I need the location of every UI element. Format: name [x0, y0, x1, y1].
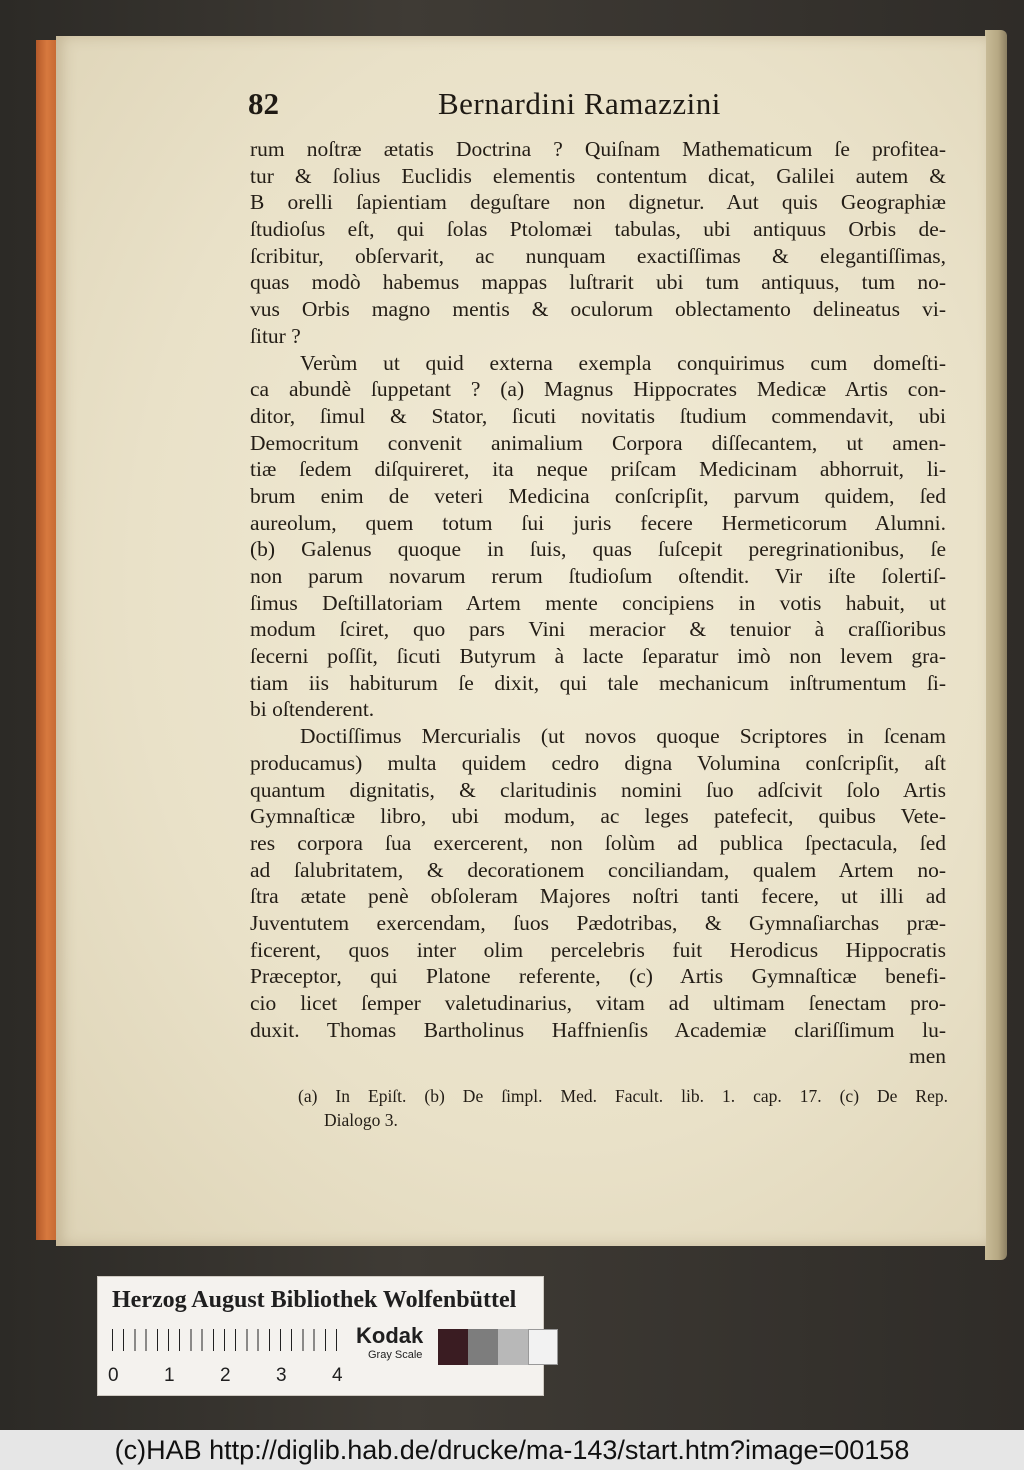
ruler-number: 4 — [332, 1365, 343, 1386]
text-line: tiam iis habiturum ſe dixit, qui tale mechanicum inſtrumentum ſi- — [250, 670, 946, 695]
gray-patch — [468, 1329, 498, 1365]
library-color-card — [97, 1276, 544, 1396]
kodak-logo: Kodak — [356, 1323, 424, 1348]
running-title: Bernardini Ramazzini — [438, 86, 721, 121]
body-text — [250, 136, 946, 1070]
text-line: ſecerni poſſit, ſicuti Butyrum à lacte ſeparatur imò non levem gra- — [250, 644, 946, 669]
text-line: quas modò habemus mappas luſtrarit ubi tum antiquus, tum no- — [250, 270, 946, 295]
text-line: ficerent, quos inter olim percelebris fuit Herodicus Hippocratis — [250, 937, 946, 962]
text-line: ca abundè ſuppetant ? (a) Magnus Hippocrates Medicæ Artis con- — [250, 377, 946, 402]
text-line: cio licet ſemper valetudinarius, vitam ad ultimam ſenectam pro- — [250, 991, 946, 1015]
footnote-line: (a) In Epiſt. (b) De ſimpl. Med. Facult. lib. 1. cap. 17. (c) De Rep. — [298, 1086, 948, 1106]
text-line: aureolum, quem totum ſui juris fecere Hermeticorum Alumni. — [250, 510, 946, 535]
text-line: modum ſciret, quo pars Vini meracior & tenuior à craſſioribus — [250, 617, 946, 642]
text-line: ſtra ætate penè obſoleram Majores noſtri tanti fecere, ut illi ad — [250, 884, 946, 909]
text-line: tur & ſolius Euclidis elementis contentum dicat, Galilei autem & — [250, 163, 946, 188]
text-line: Doctiſſimus Mercurialis (ut novos quoque Scriptores in ſcenam — [300, 724, 946, 749]
book-edge — [36, 40, 58, 1240]
text-line: ditor, ſimul & Stator, ſicuti novitatis ſtudium commendavit, ubi — [250, 403, 946, 428]
text-line: Gymnaſticæ libro, ubi modum, ac leges patefecit, quibus Vete- — [250, 804, 946, 829]
text-line: brum enim de veteri Medicina conſcripſit, parvum quidem, ſed — [250, 483, 946, 508]
text-line: res corpora ſua exercerent, non ſolùm ad publica ſpectacula, ſed — [250, 830, 946, 855]
ruler-number: 2 — [220, 1365, 231, 1386]
text-line: non parum novarum rerum ſtudioſum oſtendit. Vir iſte ſolertiſ- — [250, 564, 946, 588]
text-line: ſcribitur, obſervarit, ac nunquam exactiſſimas & elegantiſſimas, — [250, 243, 946, 268]
text-line: duxit. Thomas Bartholinus Haffnienſis Academiæ clariſſimum lu- — [250, 1017, 946, 1042]
text-line: ſimus Deſtillatoriam Artem mente concipiens in votis habuit, ut — [250, 590, 946, 615]
gray-patch — [498, 1329, 528, 1365]
gray-scale-label: Gray Scale — [368, 1349, 423, 1361]
text-line: Juventutem exercendam, ſuos Pædotribas, & Gymnaſiarchas præ- — [250, 910, 946, 935]
text-line: quantum dignitatis, & claritudinis nomini ſuo adſcivit ſolo Artis — [250, 777, 946, 802]
running-head — [248, 86, 948, 134]
text-line: ſitur ? — [250, 323, 301, 348]
text-line: Præceptor, qui Platone referente, (c) Artis Gymnaſticæ benefi- — [250, 964, 946, 989]
ruler-number: 3 — [276, 1365, 287, 1386]
text-line: Democritum convenit animalium Corpora diſſecantem, ut amen- — [250, 430, 946, 455]
source-url-bar: (c)HAB http://diglib.hab.de/drucke/ma-143/start.htm?image=00158 — [0, 1430, 1024, 1470]
library-name: Herzog August Bibliothek Wolfenbüttel — [112, 1287, 517, 1313]
catchword: men — [908, 1044, 946, 1069]
text-line: tiæ ſedem diſquireret, ita neque priſcam Medicinam abhorruit, li- — [250, 457, 946, 482]
footnotes — [298, 1084, 948, 1132]
text-line: Verùm ut quid externa exempla conquirimus cum domeſti- — [300, 350, 946, 375]
page-number: 82 — [248, 86, 279, 121]
text-line: ſtudioſus eſt, qui ſolas Ptolomæi tabulas, ubi antiquus Orbis de- — [250, 217, 946, 242]
measurement-ruler — [112, 1329, 342, 1365]
gray-patch — [438, 1329, 468, 1365]
page-edge — [985, 30, 1007, 1260]
text-line: vus Orbis magno mentis & oculorum oblectamento delineatus vi- — [250, 297, 946, 322]
ruler-scale — [108, 1365, 348, 1387]
ruler-number: 0 — [108, 1365, 119, 1386]
text-line: bi oſtenderent. — [250, 697, 375, 722]
gray-patch — [528, 1329, 558, 1365]
text-line: B orelli ſapientiam deguſtare non dignetur. Aut quis Geographiæ — [250, 190, 946, 215]
text-line: (b) Galenus quoque in ſuis, quas ſuſcepit peregrinationibus, ſe — [250, 537, 946, 562]
text-line: ad ſalubritatem, & decorationem conciliandam, qualem Artem no- — [250, 857, 946, 882]
footnote-line: Dialogo 3. — [324, 1110, 398, 1130]
text-line: producamus) multa quidem cedro digna Volumina conſcripſit, aſt — [250, 750, 946, 775]
ruler-number: 1 — [164, 1365, 175, 1386]
text-line: rum noſtræ ætatis Doctrina ? Quiſnam Mathematicum ſe profitea- — [250, 137, 946, 161]
